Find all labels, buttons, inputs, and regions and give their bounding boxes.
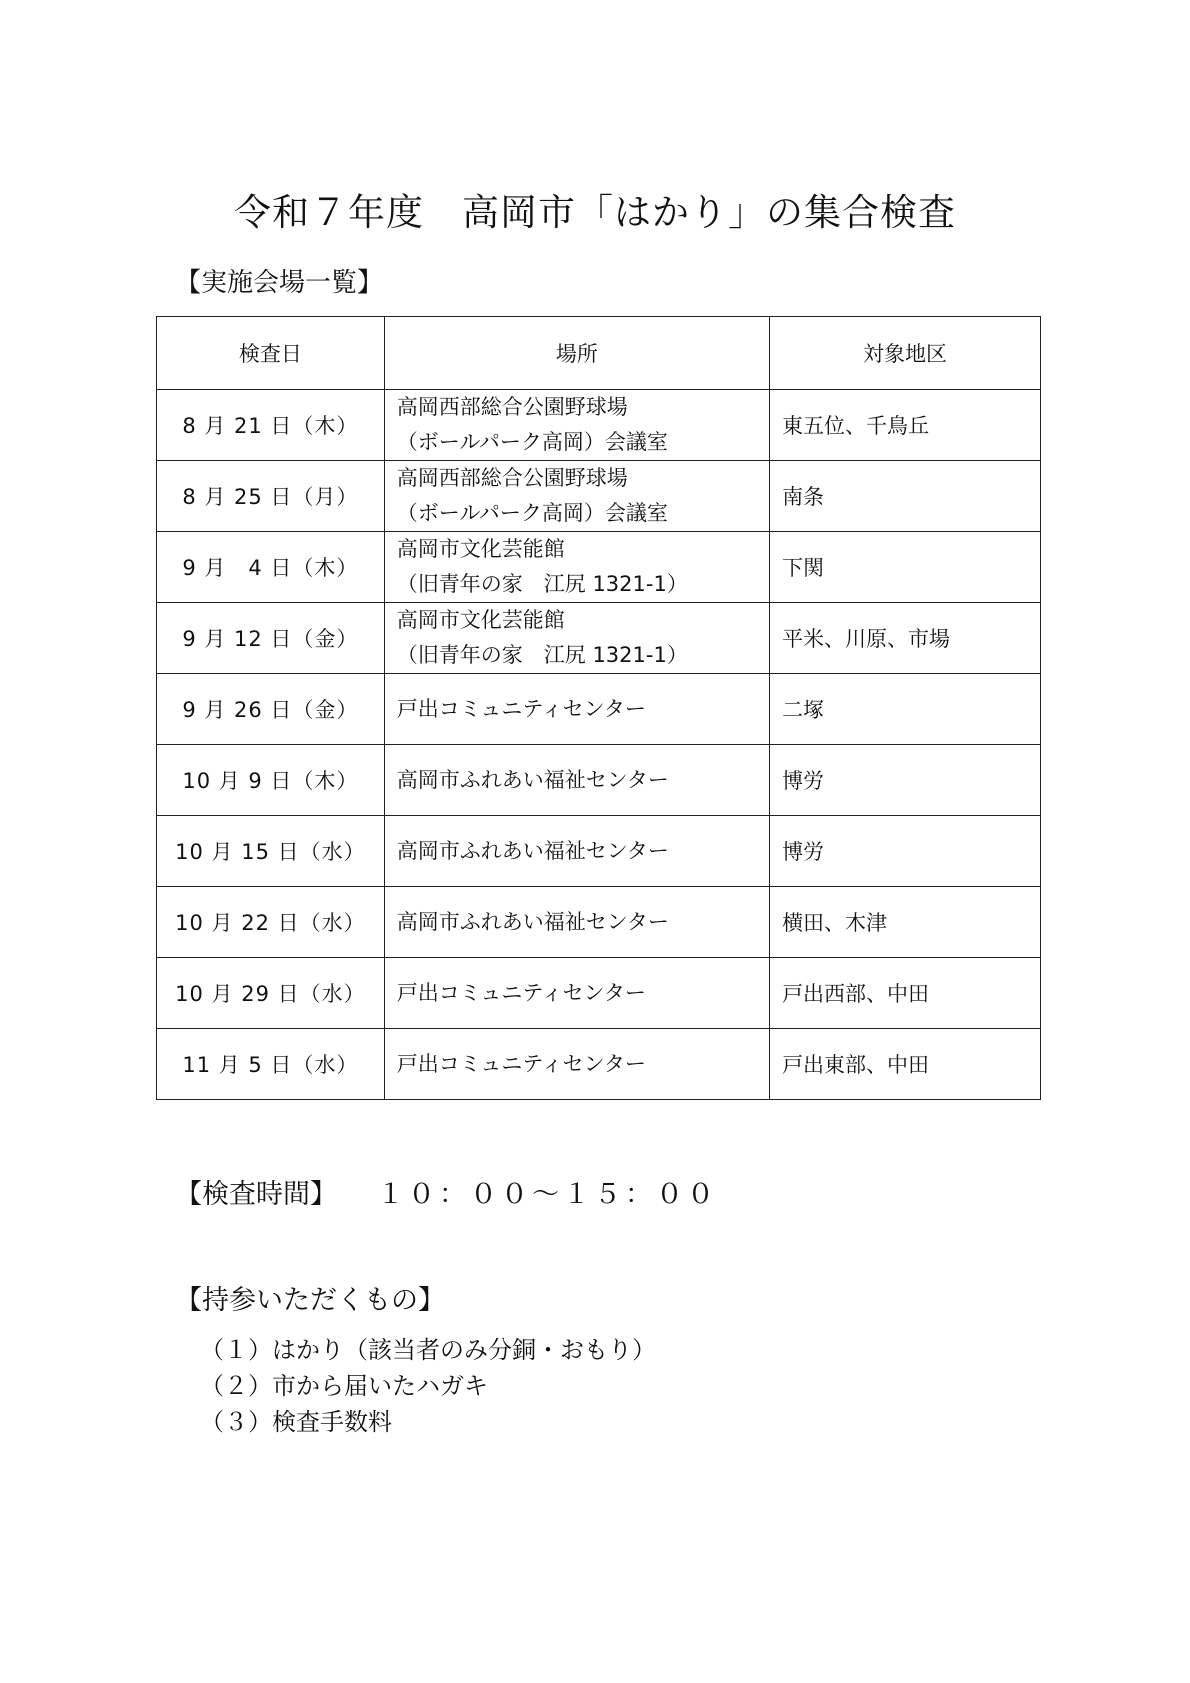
place-line: 高岡西部総合公園野球場 [396, 395, 628, 419]
venues-section-label: 【実施会場一覧】 [175, 268, 384, 298]
table-row [157, 816, 1041, 887]
table-row [157, 958, 1041, 1029]
inspection-time-label: 【検査時間】 [175, 1179, 337, 1210]
cell-area: 下関 [770, 532, 1041, 603]
bring-items-list [200, 1332, 656, 1440]
table-row [157, 887, 1041, 958]
list-item: （１）はかり（該当者のみ分銅・おもり） [200, 1336, 656, 1364]
place-line: 高岡市ふれあい福祉センター [396, 909, 669, 934]
place-line: 高岡市文化芸能館 [396, 608, 565, 632]
header-place: 場所 [384, 317, 769, 390]
cell-area: 戸出西部、中田 [770, 958, 1041, 1029]
place-line: 高岡市ふれあい福祉センター [396, 767, 669, 792]
place-line: （旧青年の家 江尻 1321-1） [396, 643, 688, 667]
cell-place [384, 532, 769, 603]
cell-area: 平米、川原、市場 [770, 603, 1041, 674]
place-line: 高岡市ふれあい福祉センター [396, 838, 669, 863]
cell-area: 二塚 [770, 674, 1041, 745]
table-row [157, 532, 1041, 603]
place-line: 戸出コミュニティセンター [396, 980, 646, 1005]
table-row [157, 745, 1041, 816]
cell-place [384, 603, 769, 674]
cell-area: 戸出東部、中田 [770, 1029, 1041, 1100]
cell-place [384, 958, 769, 1029]
cell-place [384, 390, 769, 461]
document-title: 令和７年度 高岡市「はかり」の集合検査 [234, 191, 956, 234]
table-row [157, 1029, 1041, 1100]
cell-date: 8 月 21 日（木） [157, 390, 385, 461]
header-area: 対象地区 [770, 317, 1041, 390]
place-line: 高岡市文化芸能館 [396, 537, 565, 561]
cell-date: 10 月 29 日（水） [157, 958, 385, 1029]
venues-table [156, 316, 1041, 1100]
table-row [157, 461, 1041, 532]
cell-date: 10 月 22 日（水） [157, 887, 385, 958]
cell-area: 東五位、千鳥丘 [770, 390, 1041, 461]
inspection-time-value: １０：００～１５：００ [377, 1179, 718, 1210]
header-date: 検査日 [157, 317, 385, 390]
inspection-time [175, 1172, 718, 1211]
cell-place [384, 1029, 769, 1100]
cell-date: 11 月 5 日（水） [157, 1029, 385, 1100]
table-row [157, 390, 1041, 461]
place-line: 高岡西部総合公園野球場 [396, 466, 628, 490]
cell-date: 10 月 15 日（水） [157, 816, 385, 887]
cell-area: 博労 [770, 816, 1041, 887]
place-line: （ボールパーク高岡）会議室 [396, 430, 668, 454]
cell-date: 9 月 4 日（木） [157, 532, 385, 603]
cell-area: 博労 [770, 745, 1041, 816]
cell-area: 横田、木津 [770, 887, 1041, 958]
list-item: （２）市から届いたハガキ [200, 1372, 488, 1400]
place-line: （ボールパーク高岡）会議室 [396, 501, 668, 525]
cell-date: 9 月 26 日（金） [157, 674, 385, 745]
cell-date: 8 月 25 日（月） [157, 461, 385, 532]
cell-place [384, 461, 769, 532]
table-header-row [157, 317, 1041, 390]
table-row [157, 674, 1041, 745]
cell-date: 9 月 12 日（金） [157, 603, 385, 674]
bring-items-label: 【持参いただくもの】 [175, 1285, 445, 1316]
cell-place [384, 674, 769, 745]
cell-area: 南条 [770, 461, 1041, 532]
cell-place [384, 816, 769, 887]
list-item: （３）検査手数料 [200, 1408, 392, 1436]
table-row [157, 603, 1041, 674]
place-line: 戸出コミュニティセンター [396, 696, 646, 721]
cell-date: 10 月 9 日（木） [157, 745, 385, 816]
cell-place [384, 887, 769, 958]
cell-place [384, 745, 769, 816]
place-line: 戸出コミュニティセンター [396, 1051, 646, 1076]
venues-table-body [157, 390, 1041, 1100]
place-line: （旧青年の家 江尻 1321-1） [396, 572, 688, 596]
